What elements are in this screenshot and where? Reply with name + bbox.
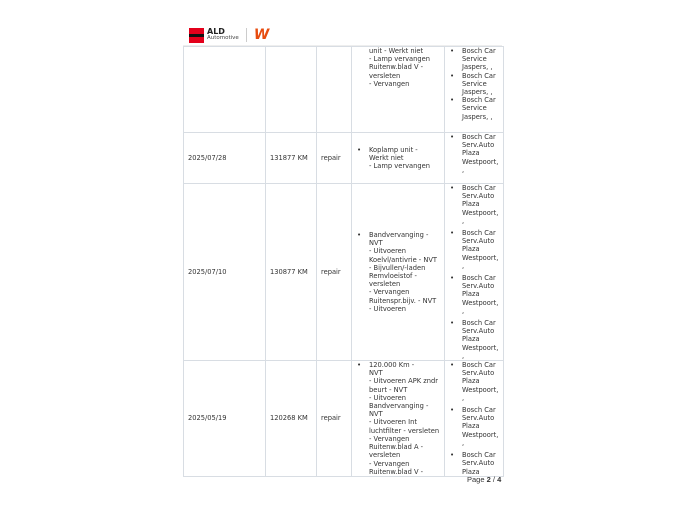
shop-cell: [445, 133, 504, 184]
table-row: [184, 361, 504, 477]
shop-cell: [445, 184, 504, 361]
shop-item: • Bosch Car Serv.Auto Plaza Westpoort, ,: [449, 319, 499, 360]
type-cell: repair: [317, 184, 352, 361]
date-cell: 2025/07/10: [184, 184, 266, 361]
shop-item: • Bosch Car Serv.Auto Plaza Westpoort, ,: [449, 184, 499, 225]
maintenance-table: [183, 46, 504, 477]
description-cell: [352, 184, 445, 361]
table-row: [184, 47, 504, 133]
table-row: [184, 184, 504, 361]
table-row: [184, 133, 504, 184]
shop-item: • Bosch Car Service Jaspers, ,: [449, 96, 499, 121]
shop-item: • Bosch Car Serv.Auto Plaza Westpoort, ,: [449, 274, 499, 315]
description-text: • Koplamp unit - Werkt niet - Lamp vervangen: [356, 146, 440, 171]
ald-logo-text: [207, 28, 239, 42]
description-cell: [352, 47, 445, 133]
mileage-cell: 130877 KM: [266, 184, 317, 361]
shop-cell: [445, 361, 504, 477]
description-cell: [352, 361, 445, 477]
current-page: 2: [486, 475, 491, 484]
logo-divider: [246, 28, 247, 42]
description-text: unit - Werkt niet - Lamp vervangen Ruitenw.blad V - versleten - Vervangen: [369, 47, 430, 88]
partner-logo: W: [253, 27, 268, 43]
brand-name: ALD: [207, 27, 225, 36]
page-header: [189, 26, 267, 44]
total-pages: 4: [497, 475, 502, 484]
description-text: • Bandvervanging - NVT - Uitvoeren Koelvl/antivrie - NVT - Bijvullen/-laden Remvloeistof - versleten - Vervangen Ruitenspr.bijv. - NVT - Uitvoeren: [356, 231, 440, 313]
date-cell: 2025/05/19: [184, 361, 266, 477]
shop-cell: [445, 47, 504, 133]
mileage-cell: 131877 KM: [266, 133, 317, 184]
mileage-cell: 120268 KM: [266, 361, 317, 477]
description-text: • 120.000 Km - NVT - Uitvoeren APK zndr beurt - NVT - Uitvoeren Bandvervanging - NVT - Uitvoeren Int luchtfilter - versleten - Vervangen Ruitenw.blad A - versleten - Vervangen Ruitenw.blad V -: [356, 361, 440, 476]
shop-item: • Bosch Car Serv.Auto Plaza Westpoort, ,: [449, 229, 499, 270]
shop-item: • Bosch Car Serv.Auto Plaza Westpoort, ,: [449, 361, 499, 402]
date-cell: 2025/07/28: [184, 133, 266, 184]
brand-sub: Automotive: [207, 35, 239, 41]
page-label: Page: [467, 475, 485, 484]
shop-item: • Bosch Car Serv.Auto Plaza Westpoort, ,: [449, 406, 499, 447]
type-cell: repair: [317, 133, 352, 184]
page-separator: /: [492, 475, 495, 484]
shop-item: • Bosch Car Serv.Auto Plaza: [449, 451, 499, 476]
shop-item: • Bosch Car Service Jaspers, ,: [449, 72, 499, 97]
description-cell: [352, 133, 445, 184]
type-cell: [317, 47, 352, 133]
date-cell: [184, 47, 266, 133]
shop-item: • Bosch Car Serv.Auto Plaza Westpoort, ,: [449, 133, 499, 174]
shop-item: • Bosch Car Service Jaspers, ,: [449, 47, 499, 72]
ald-logo-icon: [189, 28, 204, 43]
type-cell: repair: [317, 361, 352, 477]
page-number: [467, 475, 501, 484]
mileage-cell: [266, 47, 317, 133]
